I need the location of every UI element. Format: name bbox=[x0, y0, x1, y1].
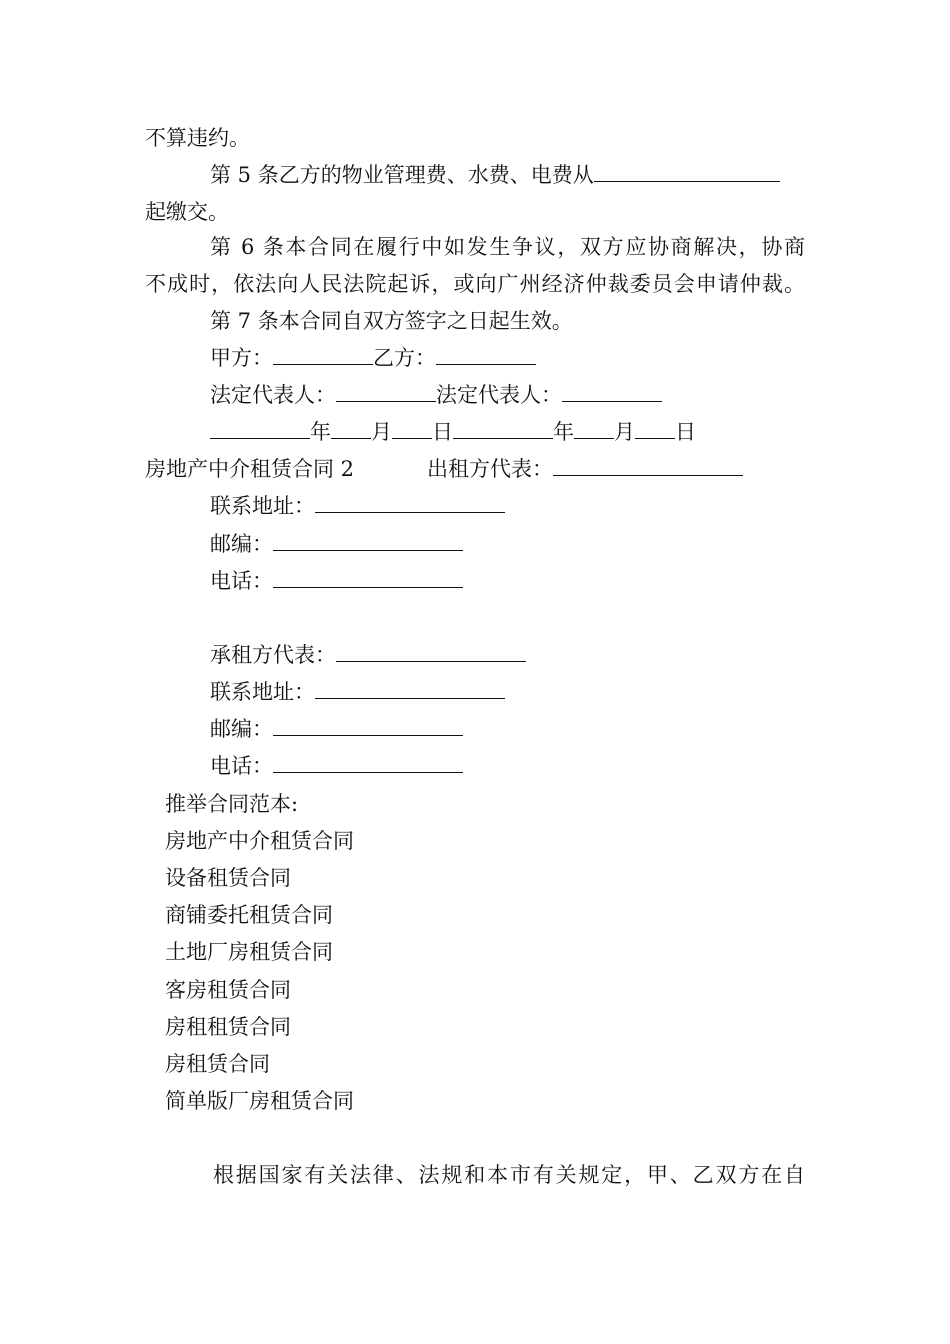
blank-line bbox=[315, 678, 505, 699]
rep-b-label: 法定代表人： bbox=[436, 383, 562, 407]
closing-paragraph: 根据国家有关法律、法规和本市有关规定，甲、乙双方在自 bbox=[213, 1163, 805, 1187]
lessee-representative bbox=[210, 641, 526, 669]
article-5-text: 第 5 条乙方的物业管理费、水费、电费从 bbox=[210, 163, 594, 187]
blank-line bbox=[273, 567, 463, 588]
blank-line bbox=[336, 641, 526, 662]
blank-line bbox=[436, 344, 536, 365]
phone-label: 电话： bbox=[210, 754, 273, 778]
article-5 bbox=[210, 161, 780, 189]
recommend-link[interactable]: 商铺委托租赁合同 bbox=[165, 903, 333, 927]
lessor-phone bbox=[210, 567, 463, 595]
year-label: 年 bbox=[553, 420, 574, 444]
day-label: 日 bbox=[432, 420, 453, 444]
blank-line bbox=[273, 344, 373, 365]
blank-line bbox=[635, 418, 675, 439]
lessor-representative bbox=[427, 455, 743, 483]
lessor-address bbox=[210, 492, 505, 520]
recommend-link[interactable]: 土地厂房租赁合同 bbox=[165, 940, 333, 964]
blank-line bbox=[562, 381, 662, 402]
postcode-label: 邮编： bbox=[210, 532, 273, 556]
recommend-link[interactable]: 房地产中介租赁合同 bbox=[165, 829, 354, 853]
article-7: 第 7 条本合同自双方签字之日起生效。 bbox=[210, 309, 573, 333]
address-label: 联系地址： bbox=[210, 680, 315, 704]
postcode-label: 邮编： bbox=[210, 717, 273, 741]
lessee-address bbox=[210, 678, 505, 706]
blank-line bbox=[273, 715, 463, 736]
article-6-line-1: 第 6 条本合同在履行中如发生争议，双方应协商解决，协商 bbox=[210, 235, 805, 259]
lessor-postcode bbox=[210, 530, 463, 558]
blank-line bbox=[273, 530, 463, 551]
lessee-phone bbox=[210, 752, 463, 780]
blank-line bbox=[594, 161, 780, 182]
blank-line bbox=[336, 381, 436, 402]
signature-dates bbox=[210, 418, 696, 446]
party-b-label: 乙方： bbox=[373, 346, 436, 370]
contract-2-title: 房地产中介租赁合同 2 bbox=[145, 457, 355, 481]
blank-line bbox=[273, 752, 463, 773]
signature-parties bbox=[210, 344, 536, 372]
blank-line bbox=[553, 455, 743, 476]
paragraph-tail: 不算违约。 bbox=[145, 126, 250, 150]
recommend-link[interactable]: 房租赁合同 bbox=[165, 1052, 270, 1076]
lessee-rep-label: 承租方代表： bbox=[210, 643, 336, 667]
month-label: 月 bbox=[371, 420, 392, 444]
party-a-label: 甲方： bbox=[210, 346, 273, 370]
signature-representatives bbox=[210, 381, 662, 409]
blank-line bbox=[574, 418, 614, 439]
day-label: 日 bbox=[675, 420, 696, 444]
blank-line bbox=[315, 492, 505, 513]
month-label: 月 bbox=[614, 420, 635, 444]
article-5-continuation: 起缴交。 bbox=[145, 200, 229, 224]
blank-line bbox=[453, 418, 553, 439]
year-label: 年 bbox=[310, 420, 331, 444]
blank-line bbox=[392, 418, 432, 439]
recommend-heading: 推举合同范本: bbox=[165, 792, 299, 816]
phone-label: 电话： bbox=[210, 569, 273, 593]
rep-a-label: 法定代表人： bbox=[210, 383, 336, 407]
recommend-link[interactable]: 简单版厂房租赁合同 bbox=[165, 1089, 354, 1113]
address-label: 联系地址： bbox=[210, 494, 315, 518]
recommend-link[interactable]: 设备租赁合同 bbox=[165, 866, 291, 890]
recommend-link[interactable]: 客房租赁合同 bbox=[165, 978, 291, 1002]
article-6-line-2: 不成时，依法向人民法院起诉，或向广州经济仲裁委员会申请仲裁。 bbox=[145, 272, 805, 296]
blank-line bbox=[210, 418, 310, 439]
lessee-postcode bbox=[210, 715, 463, 743]
blank-line bbox=[331, 418, 371, 439]
lessor-rep-label: 出租方代表： bbox=[427, 457, 553, 481]
recommend-link[interactable]: 房租租赁合同 bbox=[165, 1015, 291, 1039]
